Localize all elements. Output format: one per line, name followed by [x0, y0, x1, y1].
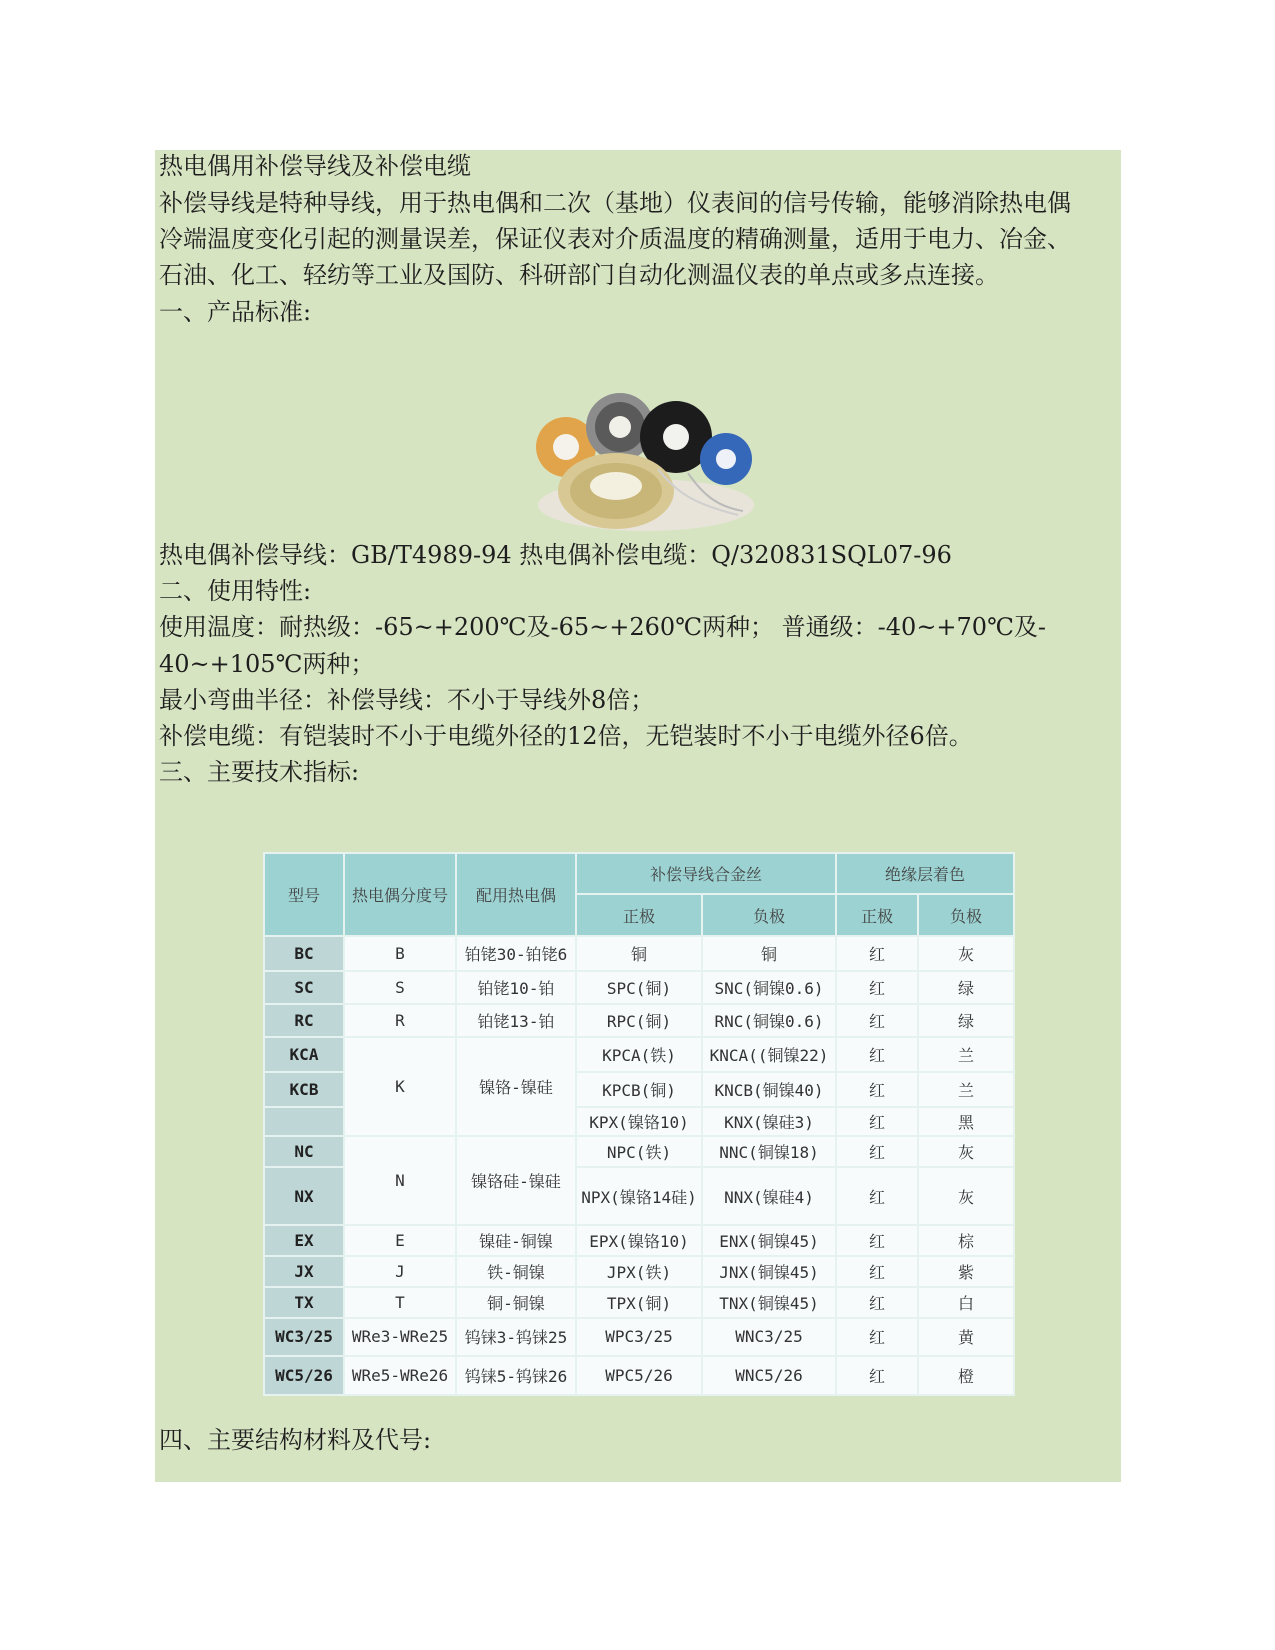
usage-line-1: 使用温度：耐热级：-65~+200℃及-65~+260℃两种； 普通级：-40~+70℃及- [159, 613, 1047, 641]
cell-model: KCA [264, 1037, 344, 1072]
cell-color-neg: 兰 [918, 1037, 1014, 1072]
table-row [264, 1037, 1014, 1072]
header-ins-neg: 负极 [918, 894, 1014, 935]
cell-division: N [344, 1136, 456, 1225]
cell-model: SC [264, 971, 344, 1004]
cell-color-pos: 红 [836, 1136, 918, 1167]
cell-color-pos: 红 [836, 1107, 918, 1136]
cell-neg: 铜 [702, 936, 836, 971]
table-row [264, 1225, 1014, 1256]
cell-division: S [344, 971, 456, 1004]
cell-pos: TPX(铜) [576, 1287, 702, 1318]
cable-coils-image [528, 385, 756, 537]
header-alloy-neg: 负极 [702, 894, 836, 935]
header-model: 型号 [264, 853, 344, 936]
table-row [264, 1004, 1014, 1037]
cell-color-neg: 棕 [918, 1225, 1014, 1256]
cell-pos: EPX(镍铬10) [576, 1225, 702, 1256]
cell-color-pos: 红 [836, 1225, 918, 1256]
cell-model: WC5/26 [264, 1356, 344, 1395]
standards-line: 热电偶补偿导线：GB/T4989-94 热电偶补偿电缆：Q/320831SQL07-96 [159, 541, 952, 569]
cell-color-neg: 灰 [918, 1136, 1014, 1167]
cell-color-neg: 兰 [918, 1072, 1014, 1107]
cell-neg: SNC(铜镍0.6) [702, 971, 836, 1004]
cell-division: K [344, 1037, 456, 1136]
header-alloy-pos: 正极 [576, 894, 702, 935]
cell-color-neg: 灰 [918, 936, 1014, 971]
cell-pos: KPCB(铜) [576, 1072, 702, 1107]
cell-pos: KPCA(铁) [576, 1037, 702, 1072]
cell-pos: RPC(铜) [576, 1004, 702, 1037]
cell-neg: TNX(铜镍45) [702, 1287, 836, 1318]
cell-neg: NNC(铜镍18) [702, 1136, 836, 1167]
cell-pos: NPC(铁) [576, 1136, 702, 1167]
section-heading-standards: 一、产品标准: [159, 298, 312, 326]
header-division: 热电偶分度号 [344, 853, 456, 936]
cell-color-pos: 红 [836, 936, 918, 971]
cell-color-neg: 黄 [918, 1318, 1014, 1355]
table-row [264, 971, 1014, 1004]
cell-pos: SPC(铜) [576, 971, 702, 1004]
cell-neg: WNC5/26 [702, 1356, 836, 1395]
cell-color-pos: 红 [836, 1072, 918, 1107]
cell-pos: NPX(镍铬14硅) [576, 1167, 702, 1225]
usage-line-3: 最小弯曲半径：补偿导线：不小于导线外8倍； [159, 686, 655, 714]
cell-thermocouple: 铁-铜镍 [456, 1256, 576, 1287]
cell-color-pos: 红 [836, 971, 918, 1004]
table-row [264, 1136, 1014, 1167]
cell-pos: WPC5/26 [576, 1356, 702, 1395]
usage-line-4: 补偿电缆：有铠装时不小于电缆外径的12倍，无铠装时不小于电缆外径6倍。 [159, 722, 973, 750]
cell-model: KCB [264, 1072, 344, 1107]
cell-model: TX [264, 1287, 344, 1318]
cell-thermocouple: 镍铬硅-镍硅 [456, 1136, 576, 1225]
table-row [264, 1356, 1014, 1395]
cell-color-pos: 红 [836, 1256, 918, 1287]
header-insulation: 绝缘层着色 [836, 853, 1014, 894]
cell-neg: RNC(铜镍0.6) [702, 1004, 836, 1037]
spec-table-container [263, 852, 1013, 1396]
cell-color-pos: 红 [836, 1356, 918, 1395]
cell-thermocouple: 镍铬-镍硅 [456, 1037, 576, 1136]
usage-line-2: 40~+105℃两种； [159, 650, 375, 678]
cell-model: NC [264, 1136, 344, 1167]
cell-neg: ENX(铜镍45) [702, 1225, 836, 1256]
cell-division: B [344, 936, 456, 971]
table-row [264, 1287, 1014, 1318]
cell-color-neg: 黑 [918, 1107, 1014, 1136]
cell-thermocouple: 铂铑13-铂 [456, 1004, 576, 1037]
cell-neg: KNCB(铜镍40) [702, 1072, 836, 1107]
cell-model: EX [264, 1225, 344, 1256]
cell-color-neg: 绿 [918, 971, 1014, 1004]
intro-line-1: 补偿导线是特种导线，用于热电偶和二次（基地）仪表间的信号传输，能够消除热电偶 [159, 189, 1071, 217]
cell-color-neg: 白 [918, 1287, 1014, 1318]
section-heading-materials: 四、主要结构材料及代号: [159, 1426, 432, 1454]
cell-color-neg: 灰 [918, 1167, 1014, 1225]
table-row [264, 1256, 1014, 1287]
cell-division: WRe5-WRe26 [344, 1356, 456, 1395]
cell-division: R [344, 1004, 456, 1037]
cell-neg: KNX(镍硅3) [702, 1107, 836, 1136]
cell-thermocouple: 钨铼3-钨铼25 [456, 1318, 576, 1355]
cell-pos: 铜 [576, 936, 702, 971]
section-heading-usage: 二、使用特性: [159, 577, 312, 605]
cell-thermocouple: 铂铑30-铂铑6 [456, 936, 576, 971]
cell-neg: KNCA((铜镍22) [702, 1037, 836, 1072]
cell-division: T [344, 1287, 456, 1318]
cell-neg: NNX(镍硅4) [702, 1167, 836, 1225]
document-title: 热电偶用补偿导线及补偿电缆 [159, 152, 471, 180]
cell-pos: WPC3/25 [576, 1318, 702, 1355]
intro-line-3: 石油、化工、轻纺等工业及国防、科研部门自动化测温仪表的单点或多点连接。 [159, 261, 999, 289]
cell-thermocouple: 铜-铜镍 [456, 1287, 576, 1318]
cell-model [264, 1107, 344, 1136]
cell-color-neg: 紫 [918, 1256, 1014, 1287]
cell-model: JX [264, 1256, 344, 1287]
cell-neg: JNX(铜镍45) [702, 1256, 836, 1287]
cell-color-pos: 红 [836, 1318, 918, 1355]
cell-model: BC [264, 936, 344, 971]
cell-color-pos: 红 [836, 1287, 918, 1318]
cell-thermocouple: 铂铑10-铂 [456, 971, 576, 1004]
cell-pos: KPX(镍铬10) [576, 1107, 702, 1136]
cell-model: RC [264, 1004, 344, 1037]
section-heading-specs: 三、主要技术指标: [159, 758, 360, 786]
cell-division: E [344, 1225, 456, 1256]
cell-neg: WNC3/25 [702, 1318, 836, 1355]
cell-color-pos: 红 [836, 1167, 918, 1225]
cell-division: J [344, 1256, 456, 1287]
cell-thermocouple: 钨铼5-钨铼26 [456, 1356, 576, 1395]
header-ins-pos: 正极 [836, 894, 918, 935]
spec-table [263, 852, 1015, 1396]
table-row [264, 936, 1014, 971]
cell-color-neg: 橙 [918, 1356, 1014, 1395]
cell-color-pos: 红 [836, 1004, 918, 1037]
cell-model: NX [264, 1167, 344, 1225]
cell-thermocouple: 镍硅-铜镍 [456, 1225, 576, 1256]
cell-pos: JPX(铁) [576, 1256, 702, 1287]
cell-division: WRe3-WRe25 [344, 1318, 456, 1355]
header-thermocouple: 配用热电偶 [456, 853, 576, 936]
cell-color-neg: 绿 [918, 1004, 1014, 1037]
table-row [264, 1318, 1014, 1355]
intro-line-2: 冷端温度变化引起的测量误差，保证仪表对介质温度的精确测量，适用于电力、冶金、 [159, 225, 1071, 253]
cell-model: WC3/25 [264, 1318, 344, 1355]
header-alloy: 补偿导线合金丝 [576, 853, 836, 894]
cell-color-pos: 红 [836, 1037, 918, 1072]
